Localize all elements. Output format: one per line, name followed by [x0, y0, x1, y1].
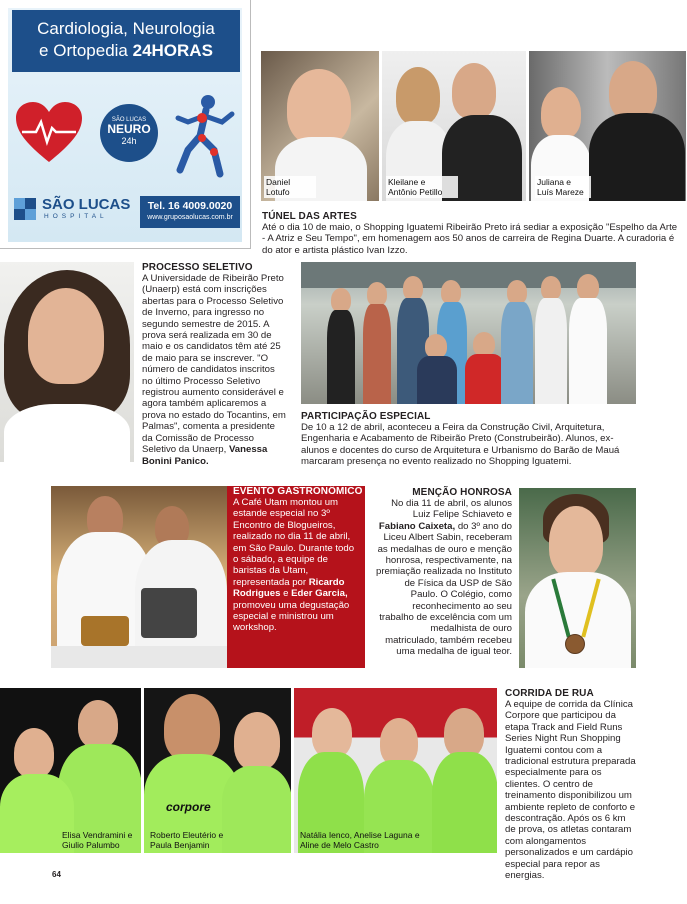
text-participacao-especial: De 10 a 12 de abril, aconteceu a Feira da Construção Civil, Arquitetura, Engenharia e Acabamento de Ribeirão Preto (Construbeirão). Alunos, ex-alunos e docentes do curso de Arquitetura e Urbanismo do Barão de Mauá marcaram presença no evento realizado no Shopping Iguatemi.	[301, 422, 620, 468]
text-processo-seletivo: A Universidade de Ribeirão Preto (Unaerp) está com inscrições abertas para o Processo Seletivo de Inverno, para ingresso no segundo semestre de 2015. A prova será realizada em 30 de maio e os candidatos têm até 25 de maio para se inscrever. "O número de candidatos inscritos no último Processo Seletivo registrou aumento considerável e agora também aplicaremos a prova no estado do Tocantins, em Palmas", comenta a presidente da Comissão de Processo Seletivo da Unaerp, Vanessa Bonini Panico.	[142, 273, 286, 467]
caption-natalia-anelise-aline: Natália Ienco, Anelise Laguna e Aline de Melo Castro	[300, 830, 420, 850]
photo-fabiano-caixeta	[519, 488, 636, 668]
text-corrida-de-rua: A equipe de corrida da Clínica Corpore que participou da etapa Track and Field Runs Series Night Run Shopping Iguatemi contou com a tradicional estrutura preparada especialmente para os clientes. O centro de treinamento disponibilizou um ambiente repleto de conforto e descontração. Após os 6 km de prova, os atletas contaram com alongamentos personalizados e um cardápio especial para repor as energias.	[505, 699, 636, 882]
hospital-logo	[12, 194, 136, 226]
ad-website: www.gruposaolucas.com.br	[147, 214, 233, 221]
name-eder-garcia: Eder Garcia,	[291, 588, 348, 600]
heading-tunel-das-artes: TÚNEL DAS ARTES	[262, 211, 357, 222]
page-number: 64	[52, 870, 61, 879]
ad-contact-box	[140, 196, 240, 228]
hospital-ad	[0, 0, 251, 249]
name-vanessa: Vanessa Bonini Panico.	[142, 444, 268, 467]
ad-title-hours: 24HORAS	[132, 41, 213, 60]
neuro-badge-main: NEURO	[107, 122, 151, 136]
hospital-word: HOSPITAL	[44, 213, 108, 220]
hospital-name: SÃO LUCAS	[42, 196, 131, 213]
caption-kleilane-antonio: Kleilane e Antônio Petillo	[386, 176, 458, 198]
medal-icon	[565, 634, 585, 654]
ad-title-box	[12, 10, 240, 72]
name-ricardo-rodrigues: Ricardo Rodrigues	[233, 576, 345, 600]
heart-icon	[14, 100, 84, 166]
ad-title-line2: e Ortopedia	[39, 41, 128, 60]
caption-elisa-giulio: Elisa Vendramini e Giulio Palumbo	[62, 830, 133, 850]
heading-mencao-honrosa: MENÇÃO HONROSA	[412, 487, 512, 498]
runner-skeleton-icon	[172, 92, 238, 180]
text-tunel-das-artes: Até o dia 10 de maio, o Shopping Iguatemi Ribeirão Preto irá sediar a exposição "Espelho da Arte - A Atriz e Seu Tempo", em homenagem aos 50 anos de carreira de Regina Duarte. A curadoria é do ator e artista plástico Ivan Izzo.	[262, 222, 678, 256]
neuro-badge-top: SÃO LUCAS	[111, 117, 147, 123]
heading-evento-gastronomico: EVENTO GASTRONÔMICO	[233, 486, 363, 497]
text-evento-gastronomico: A Café Utam montou um estande especial no 3º Encontro de Blogueiros, realizado no dia 11 de abril, em São Paulo. Durante todo o sábado, a equipe de baristas da Utam, representada por Ricardo Rodrigues e Eder Garcia, promoveu uma degustação especial e ministrou um workshop.	[233, 497, 355, 634]
evento-gastronomico-box	[51, 486, 365, 668]
photo-participacao-especial	[301, 262, 636, 404]
heading-processo-seletivo: PROCESSO SELETIVO	[142, 262, 253, 273]
corpore-shirt-logo: corpore	[166, 800, 211, 814]
text-mencao-honrosa: No dia 11 de abril, os alunos Luiz Felipe Schiaveto e Fabiano Caixeta, do 3º ano do Liceu Albert Sabin, receberam as medalhas de ouro e menção honrosa, respectivamente, na premiação realizada no Instituto de Física da USP de São Paulo. O Colégio, como reconhecimento ao seu trabalho de excelência com um medalhista de ouro matriculado, também recebeu uma medalha de igual teor.	[376, 498, 512, 658]
neuro-badge-sub: 24h	[121, 136, 137, 146]
caption-daniel-lotufo: Daniel Lotufo	[264, 176, 316, 198]
caption-juliana-luis: Juliana e Luís Mareze	[535, 176, 591, 198]
heading-corrida-de-rua: CORRIDA DE RUA	[505, 688, 594, 699]
photo-evento-gastronomico	[51, 486, 227, 668]
ad-phone: Tel. 16 4009.0020	[147, 200, 233, 212]
logo-squares-icon	[14, 198, 36, 220]
name-fabiano-caixeta: Fabiano Caixeta,	[378, 520, 456, 532]
neuro-badge	[100, 104, 158, 162]
photo-vanessa-panico	[0, 262, 134, 462]
ad-title-line1: Cardiologia, Neurologia	[37, 19, 215, 38]
heading-participacao-especial: PARTICIPAÇÃO ESPECIAL	[301, 411, 431, 422]
caption-roberto-paula: Roberto Eleutério e Paula Benjamin	[150, 830, 224, 850]
